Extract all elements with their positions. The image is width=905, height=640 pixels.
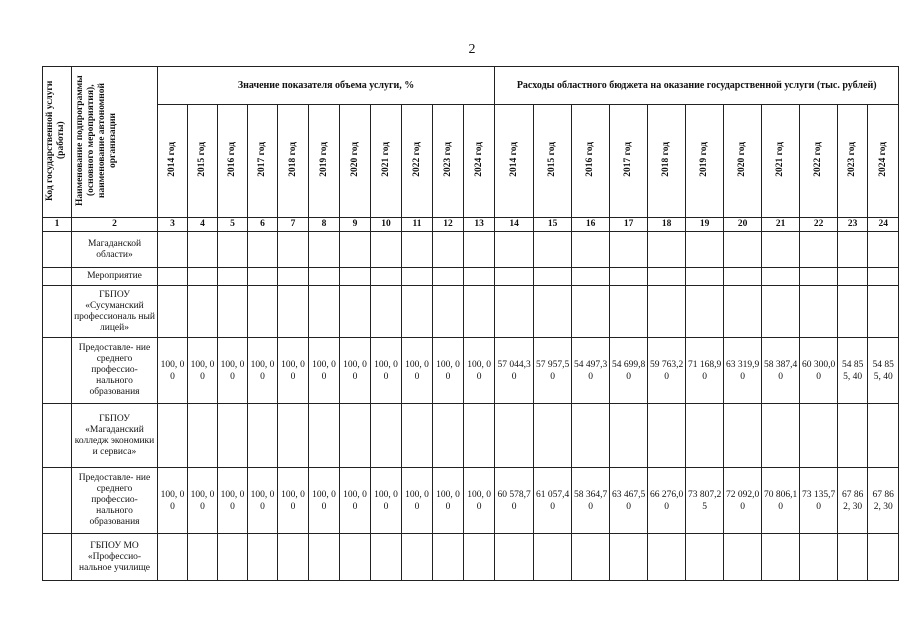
cell-cost: 71 168,9 0 <box>686 338 724 404</box>
header-cost-year <box>838 105 868 218</box>
cell-volume <box>158 404 188 468</box>
header-volume-group: Значение показателя объема услуги, % <box>158 67 495 105</box>
cell-cost <box>495 268 534 286</box>
column-number: 7 <box>278 218 309 232</box>
header-cost-year <box>762 105 800 218</box>
cell-cost <box>610 286 648 338</box>
cell-cost <box>572 534 610 581</box>
cell-cost <box>762 286 800 338</box>
column-number: 4 <box>188 218 218 232</box>
column-number: 1 <box>43 218 72 232</box>
cell-volume <box>188 268 218 286</box>
cell-volume <box>248 534 278 581</box>
column-number: 2 <box>72 218 158 232</box>
column-number: 13 <box>464 218 495 232</box>
cell-name: ГБПОУ «Магаданский колледж экономики и сервиса» <box>72 404 158 468</box>
cell-volume <box>309 404 340 468</box>
budget-table <box>42 66 899 581</box>
header-volume-year <box>188 105 218 218</box>
cell-volume: 100, 00 <box>248 338 278 404</box>
cell-cost <box>800 232 838 268</box>
cell-cost: 59 763,2 0 <box>648 338 686 404</box>
year-label: 2019 год <box>318 141 329 177</box>
cell-volume <box>248 268 278 286</box>
cell-volume: 100, 00 <box>340 468 371 534</box>
header-volume-year <box>402 105 433 218</box>
cell-volume: 100, 00 <box>433 338 464 404</box>
header-volume-year <box>340 105 371 218</box>
cell-volume <box>278 286 309 338</box>
cell-volume <box>402 286 433 338</box>
cell-cost <box>724 534 762 581</box>
year-label: 2016 год <box>585 141 596 177</box>
cell-volume <box>309 232 340 268</box>
cell-cost: 58 364,7 0 <box>572 468 610 534</box>
header-code-label: Код государственной услуги (работы) <box>45 79 66 201</box>
cell-cost: 72 092,0 0 <box>724 468 762 534</box>
column-number: 18 <box>648 218 686 232</box>
table-row <box>43 404 899 468</box>
cell-volume: 100, 00 <box>464 468 495 534</box>
year-label: 2015 год <box>547 141 558 177</box>
cell-volume <box>158 534 188 581</box>
cell-cost: 57 957,5 0 <box>534 338 572 404</box>
cell-volume <box>371 534 402 581</box>
cell-volume <box>188 232 218 268</box>
cell-cost: 54 497,3 0 <box>572 338 610 404</box>
year-label: 2014 год <box>167 141 177 177</box>
column-number: 14 <box>495 218 534 232</box>
cell-cost <box>648 404 686 468</box>
cell-cost <box>800 286 838 338</box>
cell-code <box>43 534 72 581</box>
column-number: 22 <box>800 218 838 232</box>
cell-cost: 73 135,7 0 <box>800 468 838 534</box>
year-label: 2018 год <box>287 141 298 177</box>
cell-cost: 73 807,2 5 <box>686 468 724 534</box>
cell-volume <box>340 268 371 286</box>
header-volume-year <box>309 105 340 218</box>
cell-cost <box>534 232 572 268</box>
year-label: 2019 год <box>699 141 710 177</box>
cell-cost <box>495 286 534 338</box>
cell-cost <box>610 232 648 268</box>
year-label: 2015 год <box>197 141 207 177</box>
cell-cost <box>762 404 800 468</box>
cell-cost <box>800 268 838 286</box>
cell-volume <box>248 232 278 268</box>
cell-name: ГБПОУ «Сусуманский профессиональ ный лицей» <box>72 286 158 338</box>
cell-name: Предоставле- ние среднего профессио- нального образования <box>72 468 158 534</box>
cell-cost: 54 855, 40 <box>868 338 899 404</box>
cell-cost <box>610 534 648 581</box>
column-number: 17 <box>610 218 648 232</box>
cell-cost <box>648 534 686 581</box>
column-number: 9 <box>340 218 371 232</box>
year-label: 2024 год <box>473 141 484 177</box>
cell-cost <box>838 404 868 468</box>
column-number: 24 <box>868 218 899 232</box>
column-number: 23 <box>838 218 868 232</box>
cell-volume: 100, 00 <box>218 468 248 534</box>
column-number: 12 <box>433 218 464 232</box>
cell-volume <box>309 286 340 338</box>
cell-cost <box>868 404 899 468</box>
table-row <box>43 232 899 268</box>
cell-cost: 63 319,9 0 <box>724 338 762 404</box>
header-volume-year <box>248 105 278 218</box>
cell-code <box>43 286 72 338</box>
year-label: 2021 год <box>380 141 391 177</box>
cell-cost <box>800 534 838 581</box>
cell-volume <box>340 534 371 581</box>
cell-volume: 100, 00 <box>248 468 278 534</box>
cell-volume <box>218 286 248 338</box>
cell-cost <box>800 404 838 468</box>
cell-cost <box>534 534 572 581</box>
year-label: 2020 год <box>349 141 360 177</box>
cell-volume: 100, 00 <box>158 468 188 534</box>
cell-cost <box>495 534 534 581</box>
cell-code <box>43 468 72 534</box>
cell-volume: 100, 00 <box>464 338 495 404</box>
cell-cost <box>686 268 724 286</box>
cell-cost <box>724 268 762 286</box>
cell-volume <box>464 268 495 286</box>
cell-name: Предоставле- ние среднего профессио- нального образования <box>72 338 158 404</box>
cell-code <box>43 268 72 286</box>
cell-cost <box>838 268 868 286</box>
header-cost-year <box>800 105 838 218</box>
cell-cost <box>648 268 686 286</box>
year-label: 2014 год <box>508 141 519 177</box>
cell-volume <box>278 268 309 286</box>
cell-volume <box>309 534 340 581</box>
cell-cost <box>610 268 648 286</box>
column-number: 10 <box>371 218 402 232</box>
cell-cost <box>534 286 572 338</box>
cell-code <box>43 338 72 404</box>
table-row <box>43 268 899 286</box>
cell-volume: 100, 00 <box>278 468 309 534</box>
year-label: 2020 год <box>737 141 748 177</box>
cell-volume <box>371 232 402 268</box>
cell-volume <box>248 404 278 468</box>
cell-volume: 100, 00 <box>218 338 248 404</box>
column-number: 20 <box>724 218 762 232</box>
cell-volume <box>433 286 464 338</box>
year-label: 2021 год <box>775 141 786 177</box>
cell-cost: 57 044,3 0 <box>495 338 534 404</box>
cell-cost: 60 578,7 0 <box>495 468 534 534</box>
cell-cost <box>686 232 724 268</box>
cell-volume <box>464 232 495 268</box>
cell-volume: 100, 00 <box>402 338 433 404</box>
cell-cost <box>838 232 868 268</box>
cell-volume <box>218 232 248 268</box>
cell-volume <box>371 404 402 468</box>
cell-volume <box>433 534 464 581</box>
cell-cost <box>724 404 762 468</box>
cell-cost: 66 276,0 0 <box>648 468 686 534</box>
cell-cost <box>648 286 686 338</box>
header-row-groups <box>43 67 899 105</box>
cell-cost <box>495 404 534 468</box>
cell-cost <box>686 404 724 468</box>
cell-cost <box>572 268 610 286</box>
header-name <box>72 67 158 218</box>
cell-volume <box>433 232 464 268</box>
year-label: 2022 год <box>813 141 824 177</box>
cell-volume <box>340 286 371 338</box>
header-volume-year <box>464 105 495 218</box>
cell-cost: 54 855, 40 <box>838 338 868 404</box>
table-body <box>43 232 899 581</box>
cell-volume <box>158 286 188 338</box>
table-row <box>43 534 899 581</box>
cell-cost <box>495 232 534 268</box>
year-label: 2023 год <box>442 141 453 177</box>
table-row <box>43 286 899 338</box>
cell-cost <box>572 232 610 268</box>
header-cost-year <box>648 105 686 218</box>
cell-volume <box>158 268 188 286</box>
cell-volume <box>309 268 340 286</box>
cell-volume <box>371 268 402 286</box>
cell-cost <box>724 232 762 268</box>
table-row <box>43 468 899 534</box>
cell-volume: 100, 00 <box>402 468 433 534</box>
cell-volume <box>278 404 309 468</box>
cell-volume: 100, 00 <box>309 468 340 534</box>
header-cost-year <box>495 105 534 218</box>
cell-volume <box>188 404 218 468</box>
cell-cost: 61 057,4 0 <box>534 468 572 534</box>
year-label: 2023 год <box>847 141 858 177</box>
cell-cost: 70 806,1 0 <box>762 468 800 534</box>
year-label: 2017 год <box>257 141 267 177</box>
cell-volume <box>218 404 248 468</box>
cell-cost <box>838 286 868 338</box>
cell-code <box>43 232 72 268</box>
column-number: 11 <box>402 218 433 232</box>
cell-volume <box>464 286 495 338</box>
cell-volume <box>188 286 218 338</box>
cell-volume <box>402 268 433 286</box>
cell-cost <box>686 286 724 338</box>
year-label: 2022 год <box>411 141 422 177</box>
cell-volume <box>218 534 248 581</box>
cell-volume <box>278 232 309 268</box>
cell-cost <box>838 534 868 581</box>
cell-cost <box>868 286 899 338</box>
column-number: 19 <box>686 218 724 232</box>
header-row-years <box>43 105 899 218</box>
cell-cost <box>610 404 648 468</box>
column-number: 8 <box>309 218 340 232</box>
cell-name: Мероприятие <box>72 268 158 286</box>
cell-volume <box>218 268 248 286</box>
cell-volume: 100, 00 <box>371 468 402 534</box>
cell-code <box>43 404 72 468</box>
year-label: 2024 год <box>877 141 888 177</box>
cell-cost: 60 300,0 0 <box>800 338 838 404</box>
header-cost-year <box>534 105 572 218</box>
cell-cost <box>534 268 572 286</box>
cell-volume <box>278 534 309 581</box>
cell-volume <box>402 232 433 268</box>
column-number: 6 <box>248 218 278 232</box>
cell-cost <box>648 232 686 268</box>
cell-volume <box>464 404 495 468</box>
header-volume-year <box>158 105 188 218</box>
cell-volume <box>433 404 464 468</box>
cell-cost <box>762 232 800 268</box>
cell-volume: 100, 00 <box>188 468 218 534</box>
cell-volume <box>402 404 433 468</box>
header-cost-year <box>610 105 648 218</box>
cell-volume <box>340 404 371 468</box>
cell-cost <box>724 286 762 338</box>
cell-volume: 100, 00 <box>340 338 371 404</box>
cell-volume: 100, 00 <box>188 338 218 404</box>
header-cost-year <box>686 105 724 218</box>
year-label: 2018 год <box>661 141 672 177</box>
header-volume-year <box>218 105 248 218</box>
header-name-label: Наименование подпрограммы (основного мероприятия), наименование автономной организации <box>74 74 118 206</box>
column-number: 21 <box>762 218 800 232</box>
cell-cost <box>572 404 610 468</box>
cell-volume: 100, 00 <box>158 338 188 404</box>
header-volume-year <box>433 105 464 218</box>
cell-cost: 58 387,4 0 <box>762 338 800 404</box>
year-label: 2017 год <box>623 141 634 177</box>
table-row <box>43 338 899 404</box>
cell-name: Магаданской области» <box>72 232 158 268</box>
cell-cost <box>762 534 800 581</box>
cell-cost <box>534 404 572 468</box>
cell-cost <box>868 268 899 286</box>
header-code <box>43 67 72 218</box>
cell-volume <box>402 534 433 581</box>
cell-volume: 100, 00 <box>278 338 309 404</box>
cell-cost <box>868 534 899 581</box>
cell-volume <box>248 286 278 338</box>
cell-cost <box>762 268 800 286</box>
cell-volume <box>371 286 402 338</box>
cell-cost: 67 862, 30 <box>868 468 899 534</box>
cell-cost: 63 467,5 0 <box>610 468 648 534</box>
cell-volume <box>340 232 371 268</box>
year-label: 2016 год <box>227 141 237 177</box>
cell-cost <box>868 232 899 268</box>
cell-name: ГБПОУ МО «Профессио- нальное училище <box>72 534 158 581</box>
cell-volume: 100, 00 <box>371 338 402 404</box>
cell-cost: 54 699,8 0 <box>610 338 648 404</box>
cell-cost <box>572 286 610 338</box>
cell-volume <box>464 534 495 581</box>
header-costs-group: Расходы областного бюджета на оказание государственной услуги (тыс. рублей) <box>495 67 899 105</box>
header-volume-year <box>371 105 402 218</box>
cell-volume: 100, 00 <box>309 338 340 404</box>
header-volume-year <box>278 105 309 218</box>
cell-cost: 67 862, 30 <box>838 468 868 534</box>
cell-cost <box>686 534 724 581</box>
column-number: 15 <box>534 218 572 232</box>
page-number: 2 <box>468 42 476 57</box>
column-number-row <box>43 218 899 232</box>
column-number: 5 <box>218 218 248 232</box>
column-number: 3 <box>158 218 188 232</box>
column-number: 16 <box>572 218 610 232</box>
header-cost-year <box>572 105 610 218</box>
header-cost-year <box>868 105 899 218</box>
cell-volume <box>433 268 464 286</box>
cell-volume: 100, 00 <box>433 468 464 534</box>
header-cost-year <box>724 105 762 218</box>
cell-volume <box>158 232 188 268</box>
cell-volume <box>188 534 218 581</box>
